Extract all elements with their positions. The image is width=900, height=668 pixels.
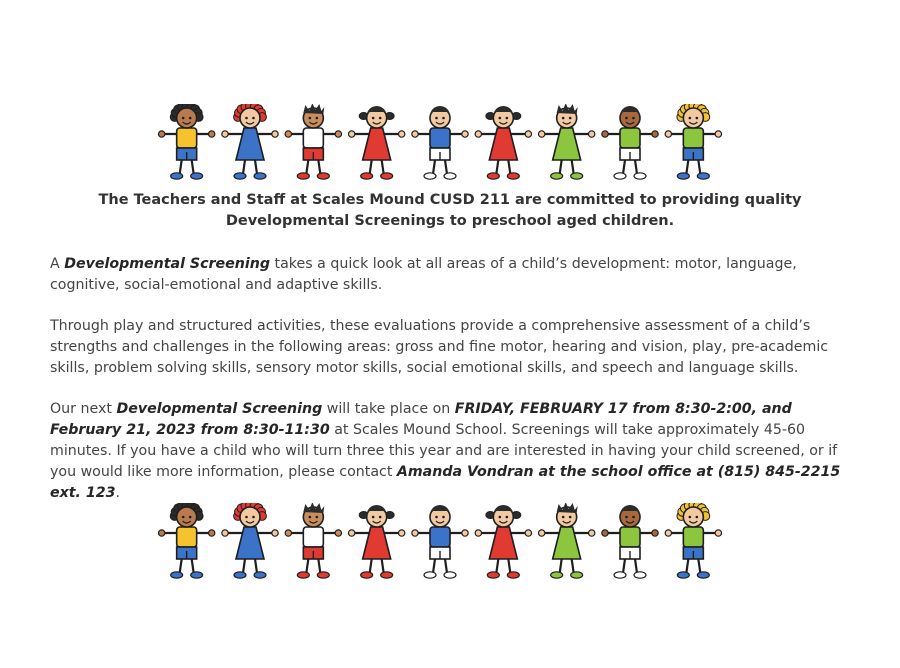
children-illustration-bottom [155, 503, 725, 583]
child-figure [602, 106, 658, 179]
intro-term: Developmental Screening [64, 256, 271, 272]
child-figure [475, 505, 531, 578]
child-figure [348, 106, 404, 179]
children-illustration-top [155, 104, 725, 184]
child-figure [158, 503, 214, 578]
child-figure [538, 503, 594, 578]
child-figure [222, 503, 278, 578]
child-figure [538, 104, 594, 179]
paragraph-intro [50, 254, 850, 296]
child-figure [285, 104, 341, 179]
schedule-prefix: Our next [50, 401, 117, 417]
intro-rest: takes a quick look at all areas of a child’s development: motor, language, cognitive, social-emotional and adaptive skills. [50, 256, 797, 293]
paragraph-assessment: Through play and structured activities, these evaluations provide a comprehensive assessment of a child’s strengths and challenges in the following areas: gross and fine motor, hearing and vision, play, pre-academic skills, problem solving skills, sensory motor skills, social emotional skills, and speech and language skills. [50, 318, 829, 376]
child-figure [602, 505, 658, 578]
child-figure [222, 104, 278, 179]
page-heading: The Teachers and Staff at Scales Mound CUSD 211 are committed to providing quality Developmental Screenings to preschool aged children. [98, 192, 802, 229]
child-figure [475, 106, 531, 179]
schedule-contact: Amanda Vondran at the school office at (815) 845-2215 ext. 123 [50, 464, 841, 501]
paragraph-schedule [50, 399, 850, 504]
schedule-mid1: will take place on [322, 401, 455, 417]
child-figure [412, 106, 468, 179]
child-figure [285, 503, 341, 578]
schedule-dates: FRIDAY, FEBRUARY 17 from 8:30-2:00, and February 21, 2023 from 8:30-11:30 [50, 401, 792, 438]
schedule-suffix: . [115, 485, 121, 501]
child-figure [158, 104, 214, 179]
child-figure [348, 505, 404, 578]
child-figure [665, 104, 721, 179]
schedule-term: Developmental Screening [116, 401, 323, 417]
intro-prefix: A [50, 256, 65, 272]
child-figure [412, 505, 468, 578]
schedule-mid2: at Scales Mound School. Screenings will take approximately 45-60 minutes. If you have a child who will turn three this year and are interested in having your child screened, or if you would like more information, please contact [50, 422, 838, 480]
child-figure [665, 503, 721, 578]
